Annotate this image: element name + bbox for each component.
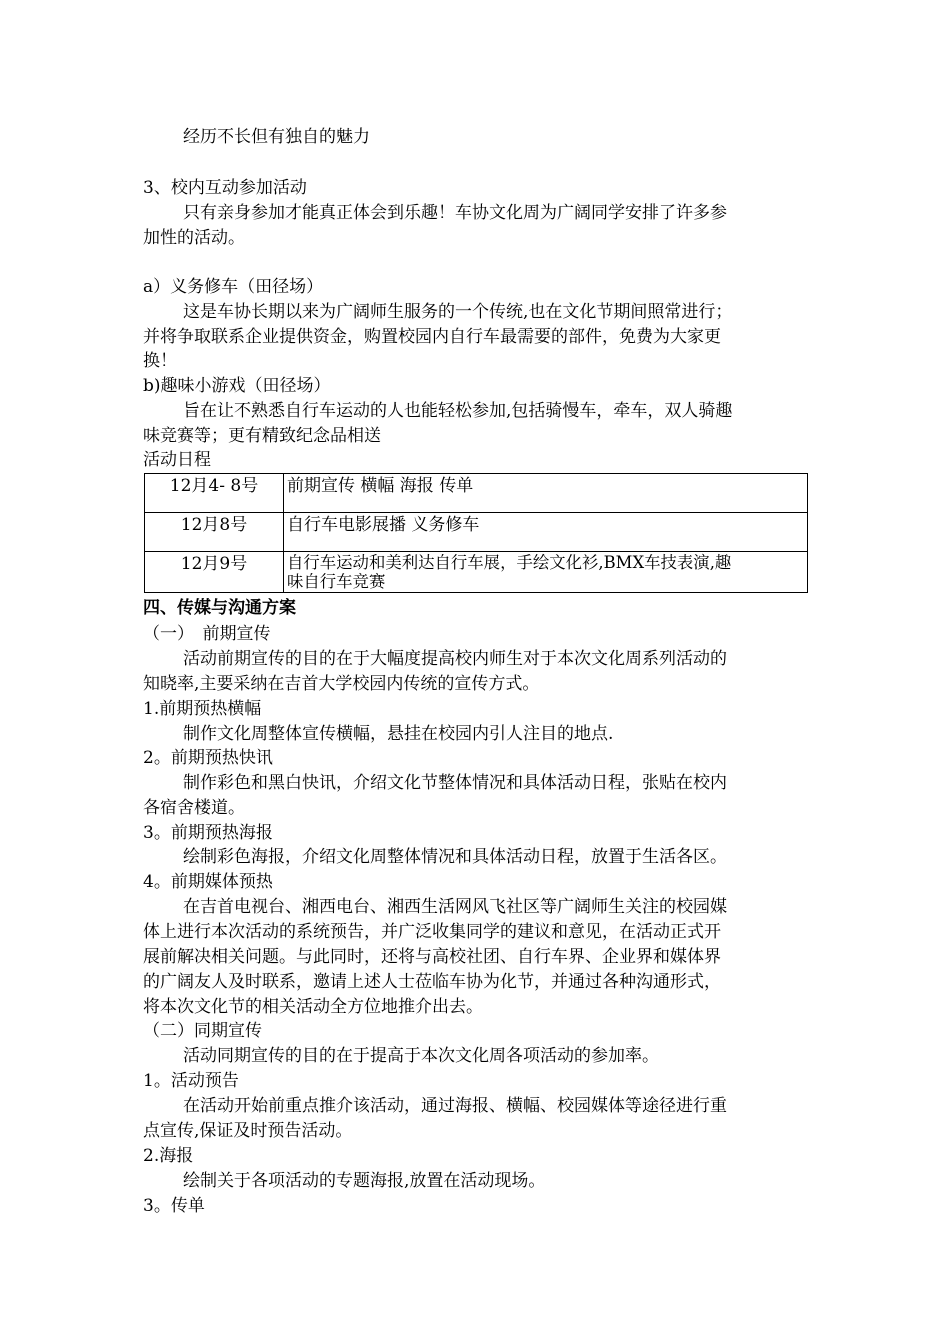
schedule-activities: 自行车电影展播 义务修车 xyxy=(284,513,808,552)
item-heading: 1。活动预告 xyxy=(143,1071,239,1091)
table-row xyxy=(145,513,808,552)
schedule-table xyxy=(144,473,808,593)
paragraph-line: 换！ xyxy=(143,351,177,371)
paragraph-line: 经历不长但有独自的魅力 xyxy=(183,127,370,147)
schedule-date: 12月8号 xyxy=(145,513,284,552)
table-row xyxy=(145,474,808,513)
paragraph-line: 制作文化周整体宣传横幅，悬挂在校园内引人注目的地点. xyxy=(183,724,614,744)
paragraph-line: 体上进行本次活动的系统预告，并广泛收集同学的建议和意见，在活动正式开 xyxy=(143,922,721,942)
subsection-heading: b)趣味小游戏（田径场） xyxy=(143,376,331,396)
item-heading: 1.前期预热横幅 xyxy=(143,699,262,719)
paragraph-line: 绘制彩色海报，介绍文化周整体情况和具体活动日程，放置于生活各区。 xyxy=(183,847,727,867)
paragraph-line: 这是车协长期以来为广阔师生服务的一个传统,也在文化节期间照常进行； xyxy=(183,302,733,322)
paragraph-line: 绘制关于各项活动的专题海报,放置在活动现场。 xyxy=(183,1171,546,1191)
item-heading: 3。前期预热海报 xyxy=(143,823,273,843)
paragraph-line: 的广阔友人及时联系，邀请上述人士莅临车协为化节，并通过各种沟通形式， xyxy=(143,972,721,992)
schedule-activities: 自行车运动和美利达自行车展，手绘文化衫,BMX车技表演,趣 味自行车竞赛 xyxy=(284,552,808,593)
paragraph-line: 并将争取联系企业提供资金，购置校园内自行车最需要的部件，免费为大家更 xyxy=(143,327,721,347)
paragraph-line: 在活动开始前重点推介该活动，通过海报、横幅、校园媒体等途径进行重 xyxy=(183,1096,727,1116)
subsection-heading: （二）同期宣传 xyxy=(143,1021,262,1041)
paragraph-line: 只有亲身参加才能真正体会到乐趣！车协文化周为广阔同学安排了许多参 xyxy=(183,203,727,223)
paragraph-line: 活动前期宣传的目的在于大幅度提高校内师生对于本次文化周系列活动的 xyxy=(183,649,727,669)
chapter-heading: 四、传媒与沟通方案 xyxy=(143,598,296,618)
section-heading: 3、校内互动参加活动 xyxy=(143,178,307,198)
schedule-date: 12月9号 xyxy=(145,552,284,593)
table-row xyxy=(145,552,808,593)
item-heading: 4。前期媒体预热 xyxy=(143,872,273,892)
paragraph-line: 点宣传,保证及时预告活动。 xyxy=(143,1121,353,1141)
paragraph-line: 将本次文化节的相关活动全方位地推介出去。 xyxy=(143,997,483,1017)
paragraph-line: 味竞赛等；更有精致纪念品相送 xyxy=(143,426,381,446)
schedule-activities: 前期宣传 横幅 海报 传单 xyxy=(284,474,808,513)
paragraph-line: 展前解决相关问题。与此同时，还将与高校社团、自行车界、企业界和媒体界 xyxy=(143,947,721,967)
paragraph-line: 制作彩色和黑白快讯，介绍文化节整体情况和具体活动日程，张贴在校内 xyxy=(183,773,727,793)
paragraph-line: 活动同期宣传的目的在于提高于本次文化周各项活动的参加率。 xyxy=(183,1046,659,1066)
subsection-heading: a）义务修车（田径场） xyxy=(143,277,324,297)
paragraph-line: 各宿舍楼道。 xyxy=(143,798,245,818)
subsection-heading: （一） 前期宣传 xyxy=(143,624,271,644)
item-heading: 2.海报 xyxy=(143,1146,194,1166)
item-heading: 3。传单 xyxy=(143,1196,205,1216)
schedule-date: 12月4- 8号 xyxy=(145,474,284,513)
paragraph-line: 在吉首电视台、湘西电台、湘西生活网风飞社区等广阔师生关注的校园媒 xyxy=(183,897,727,917)
item-heading: 2。前期预热快讯 xyxy=(143,748,273,768)
paragraph-line: 加性的活动。 xyxy=(143,228,245,248)
paragraph-line: 知晓率,主要采纳在吉首大学校园内传统的宣传方式。 xyxy=(143,674,540,694)
table-caption: 活动日程 xyxy=(143,450,211,470)
paragraph-line: 旨在让不熟悉自行车运动的人也能轻松参加,包括骑慢车，牵车，双人骑趣 xyxy=(183,401,733,421)
